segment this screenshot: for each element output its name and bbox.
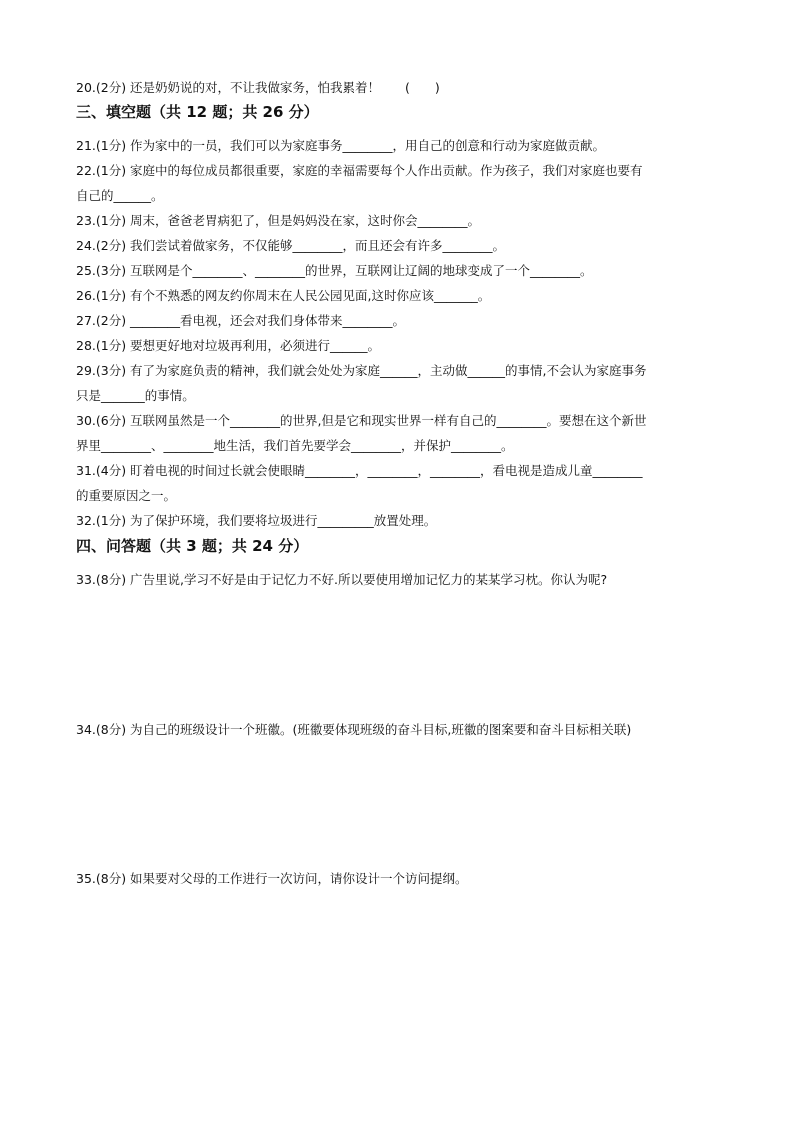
section-4-heading: 四、问答题（共 3 题；共 24 分） xyxy=(76,537,309,555)
question-23: 23.(1分) 周末，爸爸老胃病犯了，但是妈妈没在家，这时你会________。 xyxy=(76,213,481,228)
question-30-line-1: 30.(6分) 互联网虽然是一个________的世界,但是它和现实世界一样有自己的________。要想在这个新世 xyxy=(76,413,647,428)
question-28: 28.(1分) 要想更好地对垃圾再利用，必须进行______。 xyxy=(76,338,381,353)
question-35: 35.(8分) 如果要对父母的工作进行一次访问，请你设计一个访问提纲。 xyxy=(76,871,468,886)
section-3-heading: 三、填空题（共 12 题；共 26 分） xyxy=(76,103,319,121)
question-22-line-2: 自己的______。 xyxy=(76,188,164,203)
question-30-line-2: 界里________、________地生活，我们首先要学会________，并保护________。 xyxy=(76,438,514,453)
question-22-line-1: 22.(1分) 家庭中的每位成员都很重要，家庭的幸福需要每个人作出贡献。作为孩子，我们对家庭也要有 xyxy=(76,163,643,178)
question-31-line-1: 31.(4分) 盯着电视的时间过长就会使眼睛________，________，________，看电视是造成儿童________ xyxy=(76,463,643,478)
question-29-line-2: 只是_______的事情。 xyxy=(76,388,195,403)
question-34: 34.(8分) 为自己的班级设计一个班徽。(班徽要体现班级的奋斗目标,班徽的图案要和奋斗目标相关联) xyxy=(76,722,632,737)
question-33: 33.(8分) 广告里说,学习不好是由于记忆力不好.所以要使用增加记忆力的某某学习枕。你认为呢? xyxy=(76,572,608,587)
question-24: 24.(2分) 我们尝试着做家务，不仅能够________，而且还会有许多________。 xyxy=(76,238,506,253)
question-21: 21.(1分) 作为家中的一员，我们可以为家庭事务________，用自己的创意和行动为家庭做贡献。 xyxy=(76,138,606,153)
question-32: 32.(1分) 为了保护环境，我们要将垃圾进行_________放置处理。 xyxy=(76,513,437,528)
question-31-line-2: 的重要原因之一。 xyxy=(76,488,177,503)
question-26: 26.(1分) 有个不熟悉的网友约你周末在人民公园见面,这时你应该_______。 xyxy=(76,288,491,303)
question-27: 27.(2分) ________看电视，还会对我们身体带来________。 xyxy=(76,313,406,328)
question-29-line-1: 29.(3分) 有了为家庭负责的精神，我们就会处处为家庭______，主动做______的事情,不会认为家庭事务 xyxy=(76,363,647,378)
question-20: 20.(2分) 还是奶奶说的对，不让我做家务，怕我累着！ ( ) xyxy=(76,80,440,95)
question-25: 25.(3分) 互联网是个________、________的世界，互联网让辽阔的地球变成了一个________。 xyxy=(76,263,593,278)
